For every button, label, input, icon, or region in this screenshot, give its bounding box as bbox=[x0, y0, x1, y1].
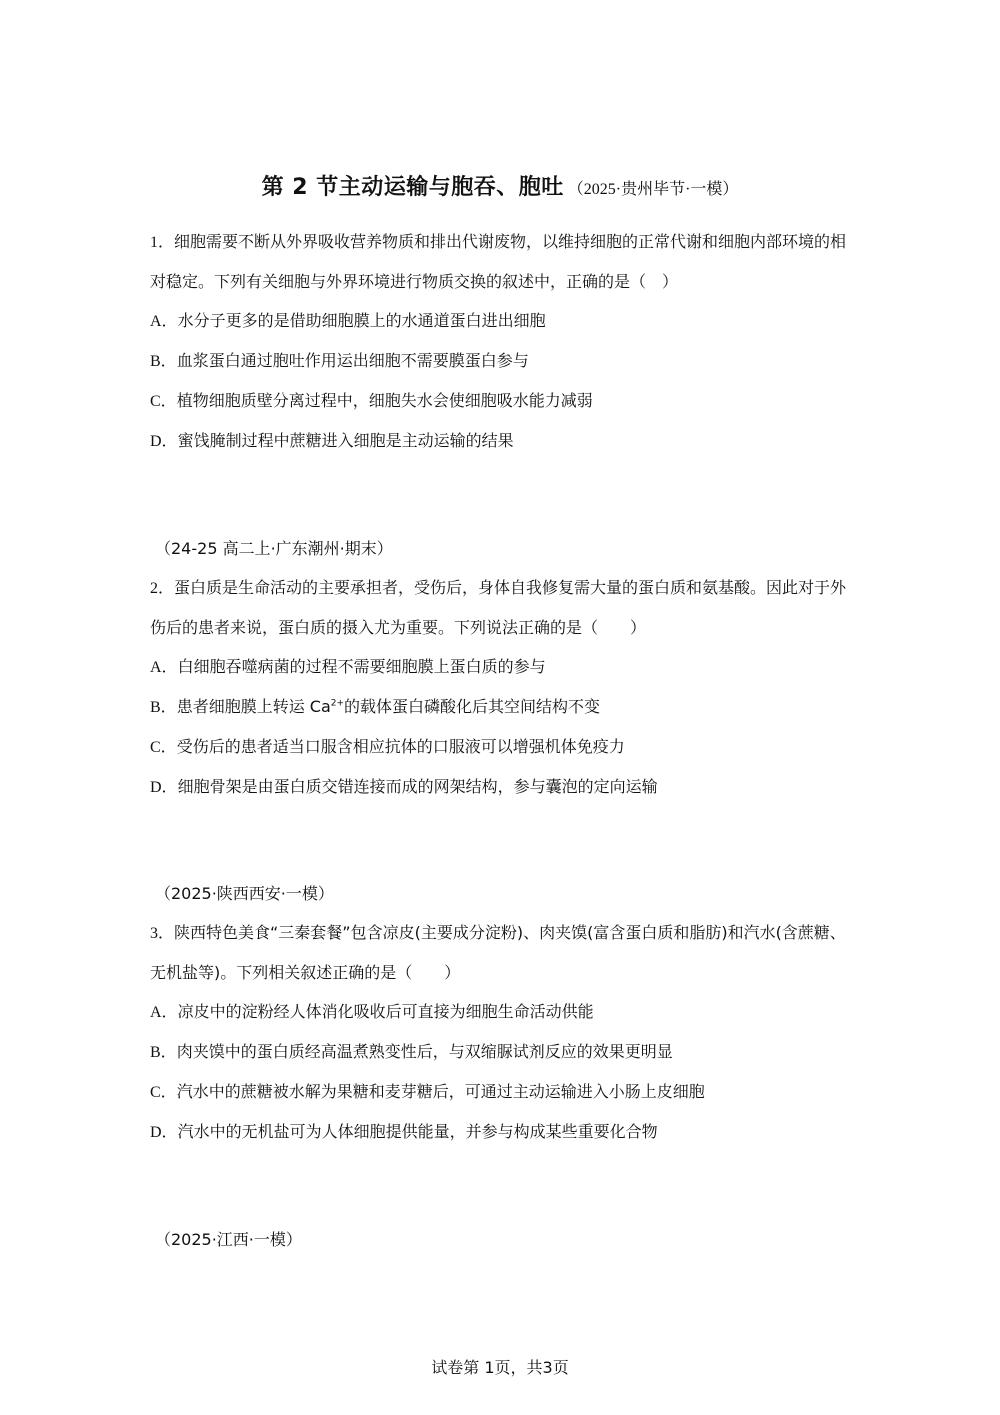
superscript: 2+ bbox=[330, 698, 345, 709]
question-stem: 2．蛋白质是生命活动的主要承担者，受伤后，身体自我修复需大量的蛋白质和氨基酸。因此对于外伤后的患者来说，蛋白质的摄入尤为重要。下列说法正确的是（ ） bbox=[150, 578, 847, 637]
question-source: （2025·陕西西安·一模） bbox=[155, 884, 334, 903]
option-a: A．水分子更多的是借助细胞膜上的水通道蛋白进出细胞 bbox=[150, 311, 546, 330]
question-1 bbox=[150, 222, 860, 461]
option-d: D．汽水中的无机盐可为人体细胞提供能量，并参与构成某些重要化合物 bbox=[150, 1122, 658, 1141]
question-4-source-block bbox=[150, 1229, 860, 1251]
page-footer: 试卷第 1页，共3页 bbox=[431, 1358, 569, 1377]
page-title bbox=[0, 170, 1000, 201]
question-source: （24-25 高二上·广东潮州·期末） bbox=[155, 539, 393, 558]
question-stem: 1．细胞需要不断从外界吸收营养物质和排出代谢废物，以维持细胞的正常代谢和细胞内部环境的相对稳定。下列有关细胞与外界环境进行物质交换的叙述中，正确的是（ ） bbox=[150, 232, 847, 291]
option-c: C．受伤后的患者适当口服含相应抗体的口服液可以增强机体免疫力 bbox=[150, 737, 625, 756]
option-b: B．血浆蛋白通过胞吐作用运出细胞不需要膜蛋白参与 bbox=[150, 351, 529, 370]
question-2 bbox=[150, 538, 860, 807]
option-d: D．细胞骨架是由蛋白质交错连接而成的网架结构，参与囊泡的定向运输 bbox=[150, 777, 658, 796]
question-stem: 3．陕西特色美食“三秦套餐”包含凉皮(主要成分淀粉)、肉夹馍(富含蛋白质和脂肪)和汽水(含蔗糖、无机盐等)。下列相关叙述正确的是（ ） bbox=[150, 923, 846, 982]
question-source: （2025·江西·一模） bbox=[155, 1230, 302, 1249]
option-c: C．汽水中的蔗糖被水解为果糖和麦芽糖后，可通过主动运输进入小肠上皮细胞 bbox=[150, 1082, 705, 1101]
option-d: D．蜜饯腌制过程中蔗糖进入细胞是主动运输的结果 bbox=[150, 431, 514, 450]
question-3 bbox=[150, 883, 860, 1152]
option-a: A．白细胞吞噬病菌的过程不需要细胞膜上蛋白质的参与 bbox=[150, 657, 546, 676]
option-a: A．凉皮中的淀粉经人体消化吸收后可直接为细胞生命活动供能 bbox=[150, 1002, 594, 1021]
section-title: 第 2 节主动运输与胞吞、胞吐 bbox=[261, 175, 564, 200]
title-source: （2025·贵州毕节·一模） bbox=[567, 181, 739, 198]
option-c: C．植物细胞质壁分离过程中，细胞失水会使细胞吸水能力减弱 bbox=[150, 391, 593, 410]
option-b: B．患者细胞膜上转运 $Ca^{2+}$的载体蛋白磷酸化后其空间结构不变 bbox=[150, 697, 601, 716]
option-b: B．肉夹馍中的蛋白质经高温煮熟变性后，与双缩脲试剂反应的效果更明显 bbox=[150, 1042, 673, 1061]
